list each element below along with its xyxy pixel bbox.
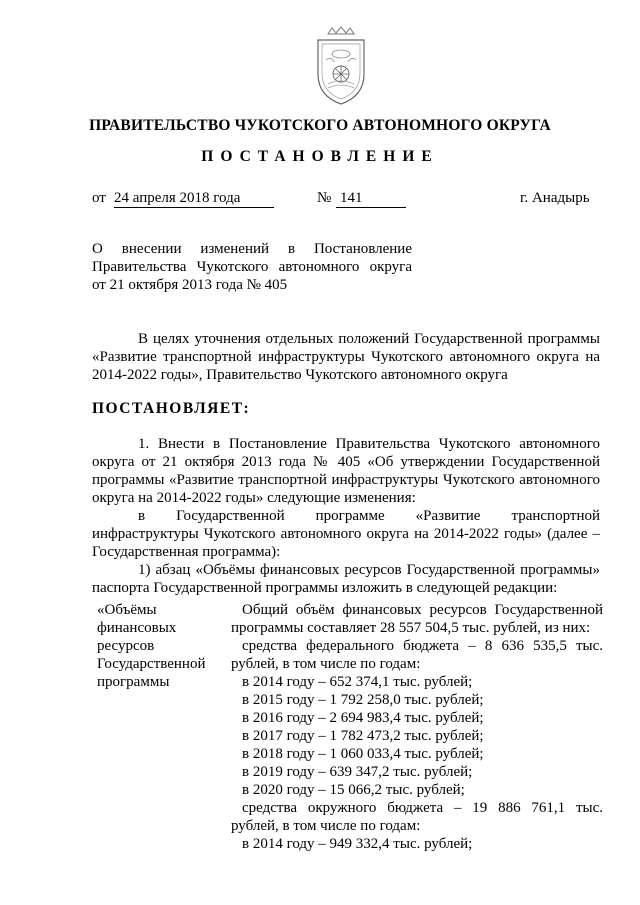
number-label: № — [317, 190, 332, 206]
document-type-title: ПОСТАНОВЛЕНИЕ — [201, 148, 439, 165]
subject-line: Правительства Чукотского автономного округа — [92, 259, 412, 275]
item-line: округа от 21 октября 2013 года № 405 «Об утверждении Государственной — [92, 454, 600, 470]
document-date-value: 24 апреля 2018 года — [114, 191, 274, 208]
document-subject — [92, 240, 412, 294]
value-line: в 2017 году – 1 782 473,2 тыс. рублей; — [242, 728, 484, 744]
label-line: финансовых — [97, 620, 177, 636]
passport-table-value-cell — [231, 601, 603, 853]
value-line: Общий объём финансовых ресурсов Государственной — [242, 602, 603, 618]
value-line: в 2015 году – 1 792 258,0 тыс. рублей; — [242, 692, 484, 708]
item-line: 1. Внести в Постановление Правительства Чукотского автономного — [138, 436, 600, 452]
item-line: программы «Развитие транспортной инфраструктуры Чукотского автономного — [92, 472, 600, 488]
item-line: округа на 2014-2022 годы» следующие изменения: — [92, 490, 416, 506]
preamble-line: 2014-2022 годы», Правительство Чукотского автономного округа — [92, 367, 508, 383]
document-number — [336, 190, 406, 208]
value-line: в 2016 году – 2 694 983,4 тыс. рублей; — [242, 710, 484, 726]
coat-of-arms-emblem — [306, 26, 376, 108]
preamble-line: В целях уточнения отдельных положений Государственной программы — [138, 331, 600, 347]
value-line: в 2019 году – 639 347,2 тыс. рублей; — [242, 764, 473, 780]
value-line: рублей, в том числе по годам: — [231, 656, 421, 672]
item-1-paragraph — [92, 435, 600, 597]
label-line: программы — [97, 674, 170, 690]
value-line: в 2020 году – 15 066,2 тыс. рублей; — [242, 782, 465, 798]
preamble-paragraph — [92, 330, 600, 384]
value-line: в 2018 году – 1 060 033,4 тыс. рублей; — [242, 746, 484, 762]
date-from-label: от — [92, 190, 106, 206]
value-line: средства окружного бюджета – 19 886 761,1 тыс. — [242, 800, 603, 816]
item-line: паспорта Государственной программы изложить в следующей редакции: — [92, 580, 558, 596]
value-line: в 2014 году – 949 332,4 тыс. рублей; — [242, 836, 473, 852]
resolves-heading: ПОСТАНОВЛЯЕТ: — [92, 400, 251, 417]
subject-line: от 21 октября 2013 года № 405 — [92, 277, 288, 293]
item-line: Государственная программа): — [92, 544, 281, 560]
government-title: ПРАВИТЕЛЬСТВО ЧУКОТСКОГО АВТОНОМНОГО ОКРУГА — [89, 117, 551, 134]
label-line: «Объёмы — [97, 602, 157, 618]
value-line: в 2014 году – 652 374,1 тыс. рублей; — [242, 674, 473, 690]
label-line: ресурсов — [97, 638, 155, 654]
item-line: инфраструктуры Чукотского автономного округа на 2014-2022 годы» (далее – — [92, 526, 600, 542]
document-date — [114, 190, 274, 208]
item-line: в Государственной программе «Развитие транспортной — [138, 508, 600, 524]
value-line: программы составляет 28 557 504,5 тыс. рублей, из них: — [231, 620, 591, 636]
preamble-line: «Развитие транспортной инфраструктуры Чукотского автономного округа на — [92, 349, 600, 365]
label-line: Государственной — [97, 656, 206, 672]
value-line: рублей, в том числе по годам: — [231, 818, 421, 834]
subject-line: О внесении изменений в Постановление — [92, 241, 412, 257]
passport-table-label-cell — [97, 601, 227, 691]
document-number-value: 141 — [336, 191, 406, 208]
item-line: 1) абзац «Объёмы финансовых ресурсов Государственной программы» — [138, 562, 600, 578]
value-line: средства федерального бюджета – 8 636 535,5 тыс. — [242, 638, 603, 654]
place-of-issue: г. Анадырь — [520, 190, 590, 206]
